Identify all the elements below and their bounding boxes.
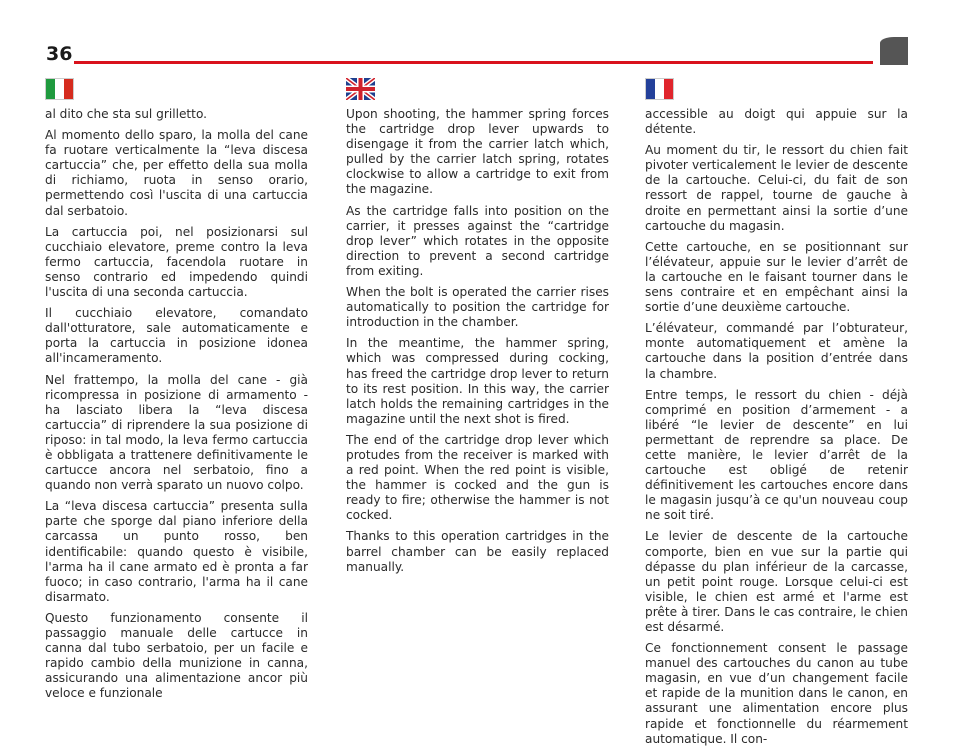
french-text-column — [645, 107, 908, 753]
paragraph: When the bolt is operated the carrier rises automatically to position the cartridge for introduction in the chamber. — [346, 285, 609, 330]
italian-flag-icon — [45, 78, 74, 100]
paragraph: Le levier de descente de la cartouche comporte, bien en vue sur la partie qui dépasse du plan inférieur de la carcasse, un petit point rouge. Lorsque celui-ci est visible, le chien est armé et l'arme est prête à tirer. Dans le cas contraire, le chien est désarmé. — [645, 529, 908, 634]
paragraph: La “leva discesa cartuccia” presenta sulla parte che sporge dal piano inferiore della carcassa un punto rosso, ben identificabile: quando questo è visibile, l'arma ha il cane armato ed è pronta a far fuoco; in caso contrario, l'arma ha il cane disarmato. — [45, 499, 308, 604]
paragraph: L’élévateur, commandé par l’obturateur, monte automatiquement et amène la cartouche dans la position d’entrée dans la chambre. — [645, 321, 908, 381]
paragraph: Cette cartouche, en se positionnant sur l’élévateur, appuie sur le levier d’arrêt de la cartouche en le faisant tourner dans le sens contraire et en empêchant ainsi la sortie d’une deuxième cartouche. — [645, 239, 908, 315]
paragraph: Upon shooting, the hammer spring forces the cartridge drop lever upwards to disengage it from the carrier latch which, pulled by the carrier latch spring, rotates clockwise to allow a cartridge to exit from the magazine. — [346, 107, 609, 197]
paragraph: Al momento dello sparo, la molla del cane fa ruotare verticalmente la “leva discesa cartuccia” che, per effetto della sua molla di richiamo, ruota in senso orario, permettendo così l'uscita di una cartuccia dal serbatoio. — [45, 128, 308, 218]
paragraph: The end of the cartridge drop lever which protudes from the receiver is marked with a red point. When the red point is visible, the hammer is cocked and the gun is ready to fire; otherwise the hammer is not cocked. — [346, 432, 609, 523]
paragraph: La cartuccia poi, nel posizionarsi sul cucchiaio elevatore, preme contro la leva fermo cartuccia, facendola ruotare in senso contrario ed impedendo quindi l'uscita di una seconda cartuccia. — [45, 224, 308, 300]
paragraph: accessible au doigt qui appuie sur la détente. — [645, 107, 908, 137]
italian-text-column — [45, 107, 308, 707]
paragraph: Thanks to this operation cartridges in the barrel chamber can be easily replaced manually. — [346, 529, 609, 574]
paragraph: Au moment du tir, le ressort du chien fait pivoter verticalement le levier de descente de la cartouche. Celui-ci, du fait de son ressort de rappel, tourne de gauche à droite en permettant ainsi la sortie d’une cartouche du magasin. — [645, 143, 908, 233]
page-number: 36 — [46, 43, 73, 65]
french-flag-icon — [645, 78, 674, 100]
paragraph: Nel frattempo, la molla del cane - già ricompressa in posizione di armamento - ha lasciato libera la “leva discesa cartuccia” di riprendere la sua posizione di riposo: in tal modo, la leva fermo cartuccia è obbligata a trattenere definitivamente le cartucce ancora nel serbatoio, fino a quando non verrà sparato un nuovo colpo. — [45, 372, 308, 493]
paragraph: al dito che sta sul grilletto. — [45, 107, 208, 121]
paragraph: In the meantime, the hammer spring, which was compressed during cocking, has freed the cartridge drop lever to return to its rest position. In this way, the carrier latch holds the remaining cartridges in the magazine until the next shot is fired. — [346, 336, 609, 426]
header-rule — [74, 61, 873, 64]
paragraph: Il cucchiaio elevatore, comandato dall'otturatore, sale automaticamente e porta la cartuccia in posizione idonea all'incameramento. — [45, 306, 308, 366]
corner-tab — [880, 37, 908, 65]
paragraph: Entre temps, le ressort du chien - déjà comprimé en position d’armement - a libéré “le levier de descente” en lui permettant de reprendre sa place. De cette manière, le levier d’arrêt de la cartouche est obligé de retenir définitivement les cartouches encore dans le magasin jusqu’à ce qu'un nouveau coup ne soit tiré. — [645, 387, 908, 523]
uk-flag-icon — [346, 78, 375, 100]
paragraph: Questo funzionamento consente il passaggio manuale delle cartucce in canna dal tubo serbatoio, per un facile e rapido cambio della munizione in canna, assicurando una alimentazione ancor più veloce e funzionale — [45, 610, 308, 701]
paragraph: Ce fonctionnement consent le passage manuel des cartouches du canon au tube magasin, en vue d’un changement facile et rapide de la munition dans le canon, en assurant une alimentation encore plus rapide et fonctionnelle du réarmement automatique. Il con- — [645, 641, 908, 746]
english-text-column — [346, 107, 609, 581]
paragraph: As the cartridge falls into position on the carrier, it presses against the “cartridge drop lever” which rotates in the opposite direction to prevent a second cartridge from exiting. — [346, 203, 609, 278]
